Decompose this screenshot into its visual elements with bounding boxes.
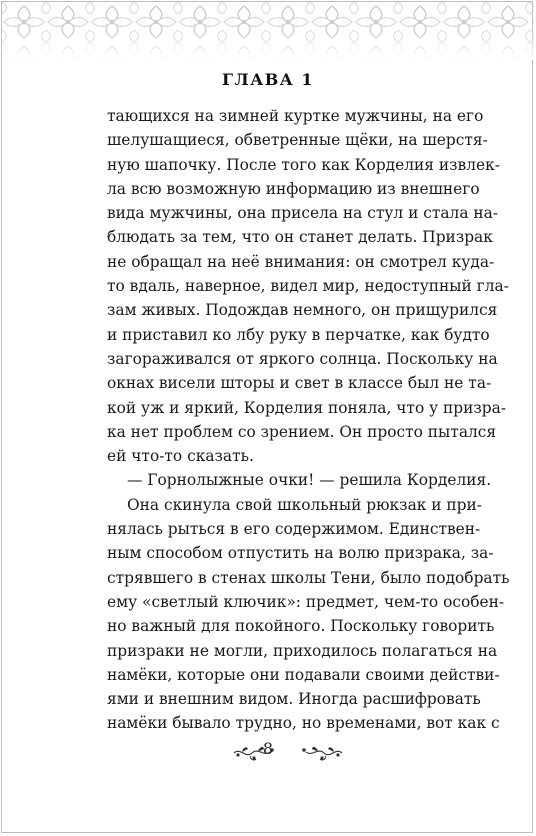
text-line: блюдать за тем, что он станет делать. Призрак bbox=[107, 228, 493, 247]
dialogue-line: — Горнолыжные очки! — решила Корделия. bbox=[127, 471, 492, 490]
page-number: 8 bbox=[262, 739, 274, 758]
text-line: шелушащиеся, обветренные щёки, на шерстя- bbox=[107, 131, 488, 150]
text-line: ка нет проблем со зрением. Он просто пытался bbox=[107, 422, 497, 441]
text-line: не обращал на неё внимания: он смотрел куда- bbox=[107, 252, 495, 271]
text-line: и приставил ко лбу руку в перчатке, как будто bbox=[107, 325, 490, 344]
chapter-title: ГЛАВА 1 bbox=[222, 70, 314, 89]
text-line: ную шапочку. После того как Корделия извлек- bbox=[107, 155, 500, 174]
text-line: загораживался от яркого солнца. Поскольку на bbox=[107, 349, 498, 368]
text-line: намёки бывало трудно, но временами, вот как с bbox=[107, 714, 500, 733]
text-line: ла всю возможную информацию из внешнего bbox=[107, 179, 480, 198]
floral-flourish-icon bbox=[300, 741, 344, 767]
text-line: ей что-то сказать. bbox=[107, 447, 254, 466]
text-line: ями и внешним видом. Иногда расшифровать bbox=[107, 690, 481, 709]
text-line: окнах висели шторы и свет в классе был не та- bbox=[107, 374, 492, 393]
text-line: кой уж и яркий, Корделия поняла, что у призра- bbox=[107, 398, 507, 417]
text-line: то вдаль, наверное, видел мир, недоступный гла- bbox=[107, 277, 509, 296]
page-footer bbox=[0, 737, 536, 767]
header-ornament-pattern-icon bbox=[2, 2, 534, 60]
text-line: призраки не могли, приходилось полагаться на bbox=[107, 641, 498, 660]
text-line: Она скинула свой школьный рюкзак и при- bbox=[127, 495, 482, 514]
text-line: ему «светлый ключик»: предмет, чем-то особен- bbox=[107, 592, 505, 611]
text-line: стрявшего в стенах школы Тени, было подобрать bbox=[107, 568, 510, 587]
text-line: но важный для покойного. Поскольку говорить bbox=[107, 617, 495, 636]
text-line: нялась рыться в его содержимом. Единствен- bbox=[107, 520, 481, 539]
text-line: зам живых. Подождав немного, он прищурился bbox=[107, 301, 498, 320]
text-line: вида мужчины, она присела на стул и стала на- bbox=[107, 204, 499, 223]
text-line: намёки, которые они подавали своими действи- bbox=[107, 665, 500, 684]
text-line: тающихся на зимней куртке мужчины, на его bbox=[107, 107, 484, 125]
body-text bbox=[107, 104, 510, 736]
text-line: ным способом отпустить на волю призрака, за- bbox=[107, 544, 494, 563]
